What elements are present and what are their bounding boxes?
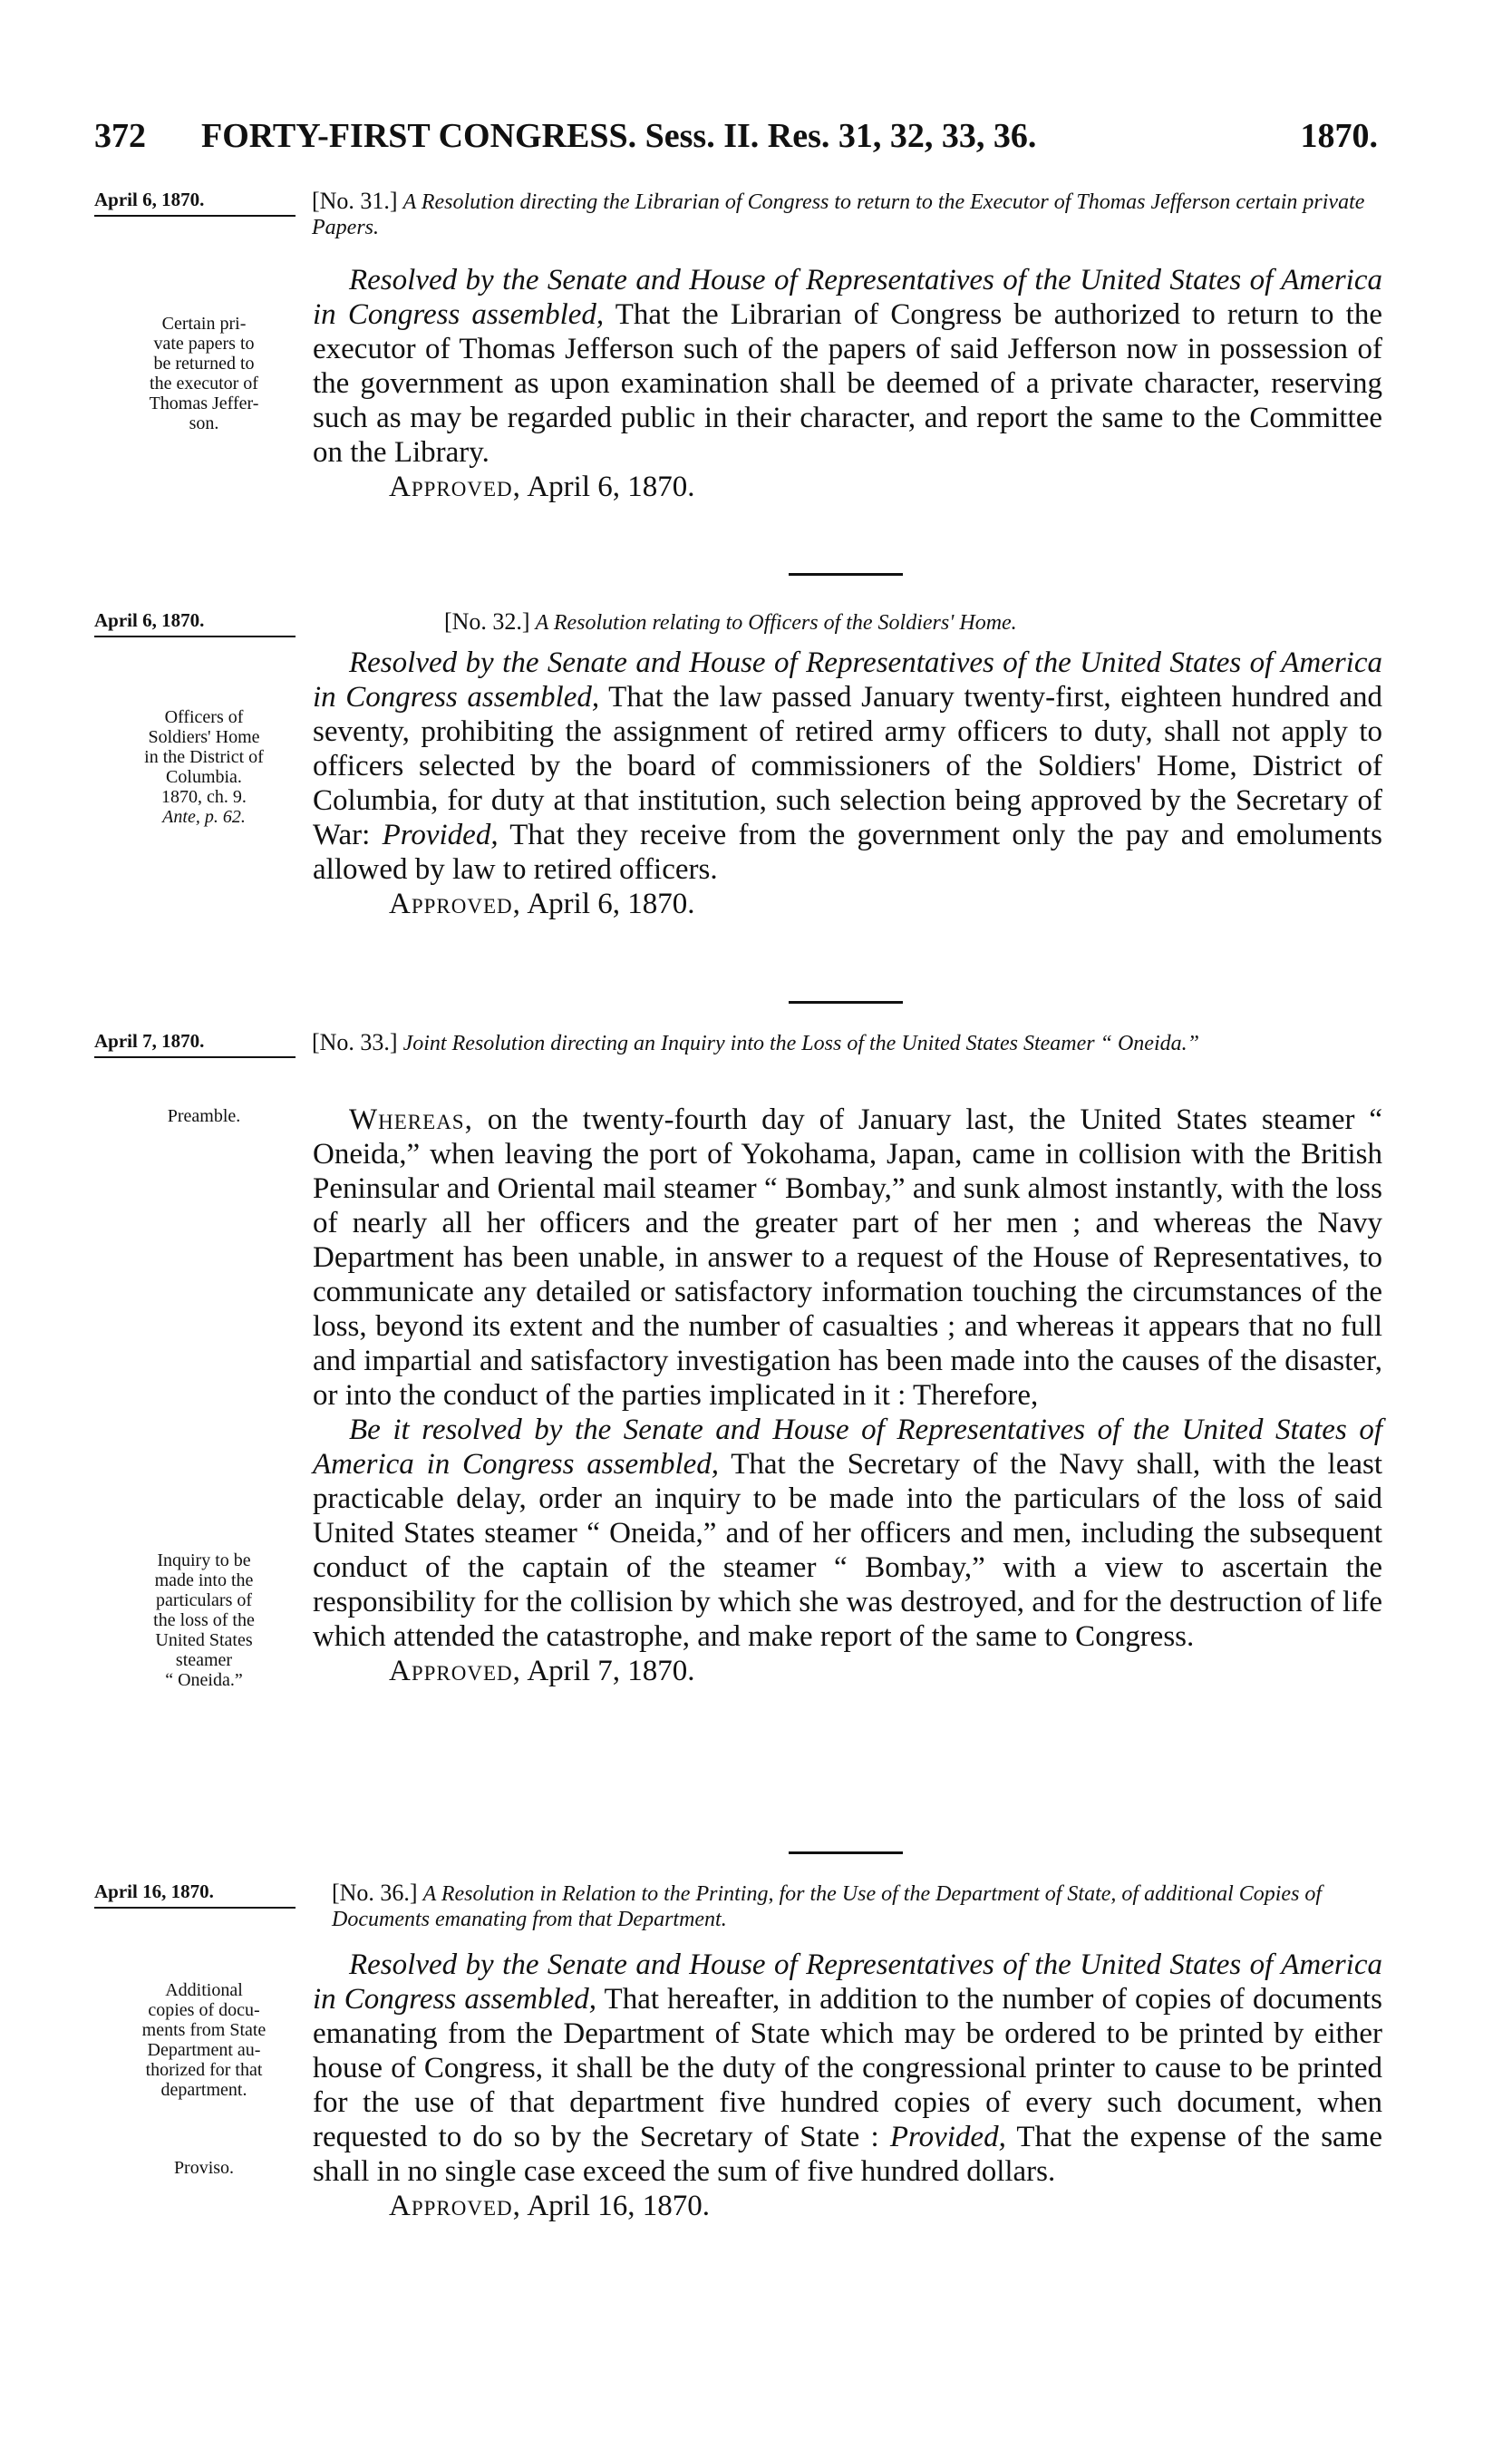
resolution-provision: That the law passed January twenty-first, eighteen hundred and seventy, prohibiting the assignment of retired army officers to duty, shall not apply to officers selected by the board of commissioners of the Soldiers' Home, District of Columbia, for duty at that institution, such selection being approved by the Secretary of War:	[313, 681, 1383, 851]
margin-note	[94, 1550, 314, 1690]
margin-note-line: particulars of	[155, 1590, 253, 1610]
resolution-caption	[332, 1880, 1383, 1932]
running-head	[94, 116, 1378, 160]
resolution-caption	[312, 1030, 1381, 1056]
margin-note-line: 1870, ch. 9.	[161, 787, 247, 807]
margin-note-line: Preamble.	[167, 1106, 241, 1126]
resolution-date: April 7, 1870.	[94, 1030, 296, 1058]
resolution-31	[0, 188, 1512, 503]
margin-note-line: copies of docu-	[148, 2000, 260, 2020]
resolution-date: April 6, 1870.	[94, 189, 296, 217]
resolution-number: [No. 36.]	[332, 1880, 418, 1906]
enacting-clause: Resolved by the Senate and House of Representatives of the United States of America in Congress assembled,	[313, 1948, 1382, 2016]
proviso-note	[94, 2158, 314, 2178]
resolution-number: [No. 31.]	[312, 188, 398, 214]
resolution-provision: That the Librarian of Congress be authorized to return to the executor of Thomas Jefferson such of the papers of said Jefferson now in possession of the government as upon examination shall be deemed of a private character, reserving such as may be regarded public in their character, and report the same to the Committee on the Library.	[313, 298, 1382, 469]
resolution-32	[0, 608, 1512, 920]
resolution-body	[313, 263, 1382, 504]
margin-note-line: Ante, p. 62.	[162, 807, 246, 827]
margin-note-line: Additional	[165, 1980, 243, 2000]
enacting-clause: Be it resolved by the Senate and House of Representatives of the United States of America in Congress assembled,	[313, 1414, 1382, 1481]
proviso-word: Provided,	[889, 2121, 1006, 2153]
resolution-33	[0, 1029, 1512, 1690]
whereas-word: Whereas,	[349, 1103, 473, 1136]
margin-note-line: the executor of	[150, 374, 258, 394]
approved-line	[313, 1654, 1382, 1688]
proviso-text: That the expense of the same shall in no single case exceed the sum of five hundred dollars.	[313, 2121, 1383, 2188]
proviso-word: Provided,	[382, 819, 499, 851]
margin-note-line: Inquiry to be	[157, 1550, 251, 1570]
resolution-36	[0, 1880, 1512, 2222]
running-head-title: FORTY-FIRST CONGRESS. Sess. II. Res. 31, 32, 33, 36.	[201, 117, 1037, 155]
resolution-caption	[312, 189, 1381, 240]
resolution-provision: That hereafter, in addition to the number of copies of documents emanating from the Department of State which may be ordered to be printed by either house of Congress, it shall be the duty of the congressional printer to cause to be printed for the use of that department five hundred copies of every such document, when requested to do so by the Secretary of State :	[313, 1983, 1382, 2153]
margin-note-line: made into the	[154, 1570, 254, 1590]
margin-note-line: the loss of the	[153, 1610, 255, 1630]
approved-line	[313, 2189, 1382, 2223]
margin-note-line: Certain pri-	[161, 314, 247, 334]
approved-date: April 6, 1870.	[527, 471, 695, 503]
margin-note-line: thorized for that	[145, 2060, 263, 2080]
margin-note-line: ments from State	[141, 2020, 267, 2040]
resolution-title: A Resolution relating to Officers of the Soldiers' Home.	[535, 611, 1017, 635]
resolution-date: April 16, 1870.	[94, 1880, 296, 1909]
preamble-text	[313, 1103, 1382, 1413]
margin-note-line: Columbia.	[166, 767, 242, 787]
resolution-body	[313, 646, 1382, 921]
margin-note-line: Officers of	[164, 707, 244, 727]
approved-date: April 16, 1870.	[527, 2190, 710, 2222]
resolution-provision: That the Secretary of the Navy shall, with the least practicable delay, order an inquiry to be made into the particulars of the loss of said United States steamer “ Oneida,” and of her officers and men, including the subsequent conduct of the captain of the steamer “ Bombay,” with a view to ascertain the responsibility for the collision by which she was destroyed, and for the destruction of life which attended the catastrophe, and make report of the same to Congress.	[313, 1448, 1382, 1653]
approved-label: Approved,	[389, 2190, 521, 2222]
section-divider	[789, 573, 903, 576]
preamble-note	[94, 1106, 314, 1126]
margin-note-line: son.	[189, 413, 219, 433]
section-divider	[789, 1851, 903, 1854]
margin-note	[94, 314, 314, 433]
margin-note-line: Proviso.	[173, 2158, 235, 2178]
resolution-title: A Resolution in Relation to the Printing, for the Use of the Department of State, of additional Copies of Documents emanating from that Department.	[332, 1882, 1323, 1931]
page-number: 372	[94, 117, 146, 155]
approved-date: April 7, 1870.	[527, 1655, 695, 1687]
resolution-number: [No. 32.]	[444, 608, 530, 635]
resolution-body	[313, 1103, 1382, 1688]
section-divider	[789, 1001, 903, 1004]
resolution-number: [No. 33.]	[312, 1029, 398, 1055]
margin-note-line: in the District of	[144, 747, 264, 767]
margin-note-line: steamer	[175, 1650, 233, 1670]
approved-label: Approved,	[389, 888, 521, 920]
margin-note-line: Department au-	[147, 2040, 261, 2060]
approved-label: Approved,	[389, 1655, 521, 1687]
resolution-caption	[444, 609, 1512, 636]
margin-note-line: Soldiers' Home	[148, 727, 260, 747]
resolution-title: A Resolution directing the Librarian of Congress to return to the Executor of Thomas Jefferson certain private Papers.	[312, 190, 1365, 239]
approved-label: Approved,	[389, 471, 521, 503]
margin-note-line: vate papers to	[153, 334, 255, 354]
preamble-body: on the twenty-fourth day of January last, the United States steamer “ Oneida,” when leaving the port of Yokohama, Japan, came in collision with the British Peninsular and Oriental mail steamer “ Bombay,” and sunk almost instantly, with the loss of nearly all her officers and the greater part of her men ; and whereas the Navy Department has been unable, in answer to a request of the House of Representatives, to communicate any detailed or satisfactory information touching the circumstances of the loss, beyond its extent and the number of casualties ; and whereas it appears that no full and impartial and satisfactory investigation has been made into the causes of the disaster, or into the conduct of the parties implicated in it : Therefore,	[313, 1103, 1382, 1412]
resolution-title: Joint Resolution directing an Inquiry into the Loss of the United States Steamer “ Oneida.”	[402, 1032, 1199, 1055]
approved-line	[313, 470, 1382, 504]
resolution-body	[313, 1948, 1382, 2223]
approved-line	[313, 887, 1382, 921]
approved-date: April 6, 1870.	[527, 888, 695, 920]
margin-note-line: department.	[160, 2080, 247, 2100]
resolution-text	[313, 1948, 1382, 2189]
running-head-year: 1870.	[1300, 117, 1378, 155]
margin-note	[94, 707, 314, 827]
resolution-text	[313, 1413, 1382, 1654]
margin-note-line: be returned to	[153, 354, 255, 374]
resolution-date: April 6, 1870.	[94, 609, 296, 637]
margin-note	[94, 1980, 314, 2100]
resolution-text	[313, 263, 1382, 470]
margin-note-line: United States	[155, 1630, 253, 1650]
resolution-text	[313, 646, 1382, 887]
enacting-clause: Resolved by the Senate and House of Representatives of the United States of America in Congress assembled,	[313, 646, 1382, 714]
proviso-text: That they receive from the government only the pay and emoluments allowed by law to retired officers.	[313, 819, 1383, 886]
margin-note-line: Thomas Jeffer-	[149, 394, 259, 413]
margin-note-line: “ Oneida.”	[165, 1670, 243, 1690]
enacting-clause: Resolved by the Senate and House of Representatives of the United States of America in Congress assembled,	[313, 264, 1382, 331]
